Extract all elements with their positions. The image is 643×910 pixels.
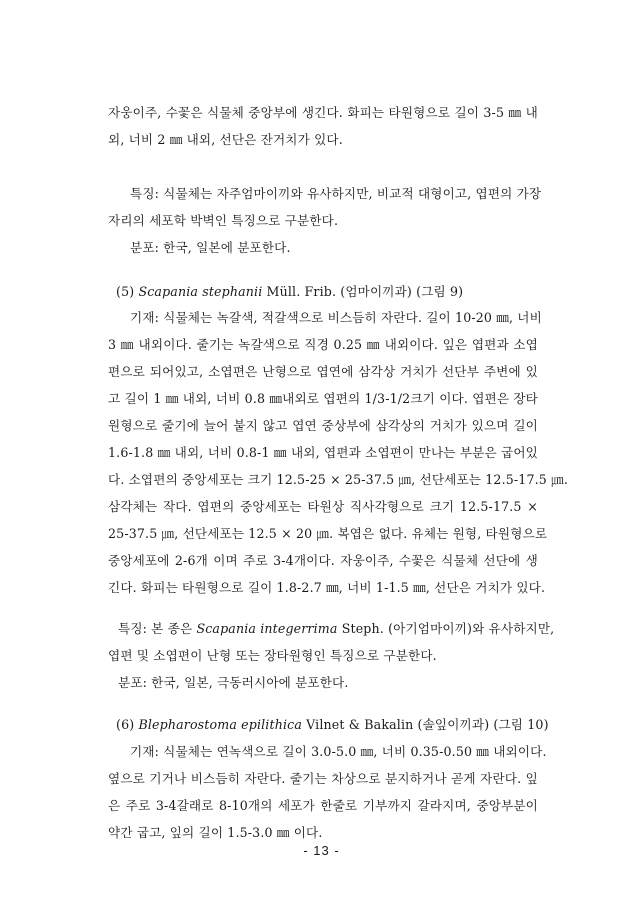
distribution-line: 분포: 한국, 일본, 극동러시아에 분포한다. bbox=[118, 675, 349, 690]
description-line: 긴다. 화피는 타원형으로 길이 1.8-2.7 ㎜, 너비 1-1.5 ㎜, 선단은 거치가 있다. bbox=[108, 580, 546, 595]
species-author: Vilnet & Bakalin (솔잎이끼과) (그림 10) bbox=[306, 717, 549, 732]
species-name: Blepharostoma epilithica bbox=[138, 717, 302, 732]
description-line: 삼각체는 작다. 엽편의 중앙세포는 타원상 직사각형으로 크기 12.5-17.5 × bbox=[108, 499, 538, 514]
species-number: (5) bbox=[116, 284, 135, 299]
features-suffix: Steph. (아기엄마이끼)와 유사하지만, bbox=[341, 621, 555, 636]
species-name: Scapania stephanii bbox=[138, 284, 263, 299]
description-line: 편으로 되어있고, 소엽편은 난형으로 엽연에 삼각상 거치가 선단부 주변에 있 bbox=[108, 364, 538, 379]
description-line: 중앙세포에 2-6개 이며 주로 3-4개이다. 자웅이주, 수꽃은 식물체 선단에 생 bbox=[108, 553, 538, 568]
description-line: 약간 굽고, 잎의 길이 1.5-3.0 ㎜ 이다. bbox=[108, 825, 323, 840]
compared-species-name: Scapania integerrima bbox=[196, 621, 338, 636]
description-line: 옆으로 기거나 비스듬히 자란다. 줄기는 차상으로 분지하거나 곧게 자란다. 잎 bbox=[108, 771, 538, 786]
description-line: 다. 소엽편의 중앙세포는 크기 12.5-25 × 25-37.5 ㎛, 선단세포는 12.5-17.5 ㎛. bbox=[108, 472, 568, 487]
features-prefix: 특징: 본 종은 bbox=[118, 621, 193, 636]
features-line: 자리의 세포학 박벽인 특징으로 구분한다. bbox=[108, 213, 339, 228]
paragraph-line: 외, 너비 2 ㎜ 내외, 선단은 잔거치가 있다. bbox=[108, 132, 343, 147]
features-line: 특징: 식물체는 자주엄마이끼와 유사하지만, 비교적 대형이고, 엽편의 가장 bbox=[130, 186, 542, 201]
description-line: 1.6-1.8 ㎜ 내외, 너비 0.8-1 ㎜ 내외, 엽편과 소엽편이 만나는 부분은 굽어있 bbox=[108, 445, 538, 460]
description-line: 은 주로 3-4갈래로 8-10개의 세포가 한줄로 기부까지 갈라지며, 중앙부분이 bbox=[108, 798, 538, 813]
description-line: 25-37.5 ㎛, 선단세포는 12.5 × 20 ㎛. 복엽은 없다. 유체는 원형, 타원형으로 bbox=[108, 526, 548, 541]
description-line: 3 ㎜ 내외이다. 줄기는 녹갈색으로 직경 0.25 ㎜ 내외이다. 잎은 엽편과 소엽 bbox=[108, 337, 538, 352]
page-number: - 13 - bbox=[303, 843, 340, 858]
description-line: 원형으로 줄기에 늘어 붙지 않고 엽연 중상부에 삼각상의 거치가 있으며 길이 bbox=[108, 418, 538, 433]
species-number: (6) bbox=[116, 717, 135, 732]
description-line: 기재: 식물체는 녹갈색, 적갈색으로 비스듬히 자란다. 길이 10-20 ㎜, 너비 bbox=[130, 310, 542, 325]
paragraph-line: 자웅이주, 수꽃은 식물체 중앙부에 생긴다. 화피는 타원형으로 길이 3-5 ㎜ 내 bbox=[108, 105, 538, 120]
species-heading bbox=[116, 283, 536, 301]
distribution-line: 분포: 한국, 일본에 분포한다. bbox=[130, 240, 291, 255]
species-author: Müll. Frib. (엄마이끼과) (그림 9) bbox=[266, 284, 464, 299]
description-line: 고 길이 1 ㎜ 내외, 너비 0.8 ㎜내외로 엽편의 1/3-1/2크기 이다. 엽편은 장타 bbox=[108, 391, 538, 406]
description-line: 기재: 식물체는 연녹색으로 길이 3.0-5.0 ㎜, 너비 0.35-0.50 ㎜ 내외이다. bbox=[130, 744, 547, 759]
features-line: 엽편 및 소엽편이 난형 또는 장타원형인 특징으로 구분한다. bbox=[108, 648, 437, 663]
features-line bbox=[118, 620, 555, 638]
species-heading bbox=[116, 716, 549, 734]
